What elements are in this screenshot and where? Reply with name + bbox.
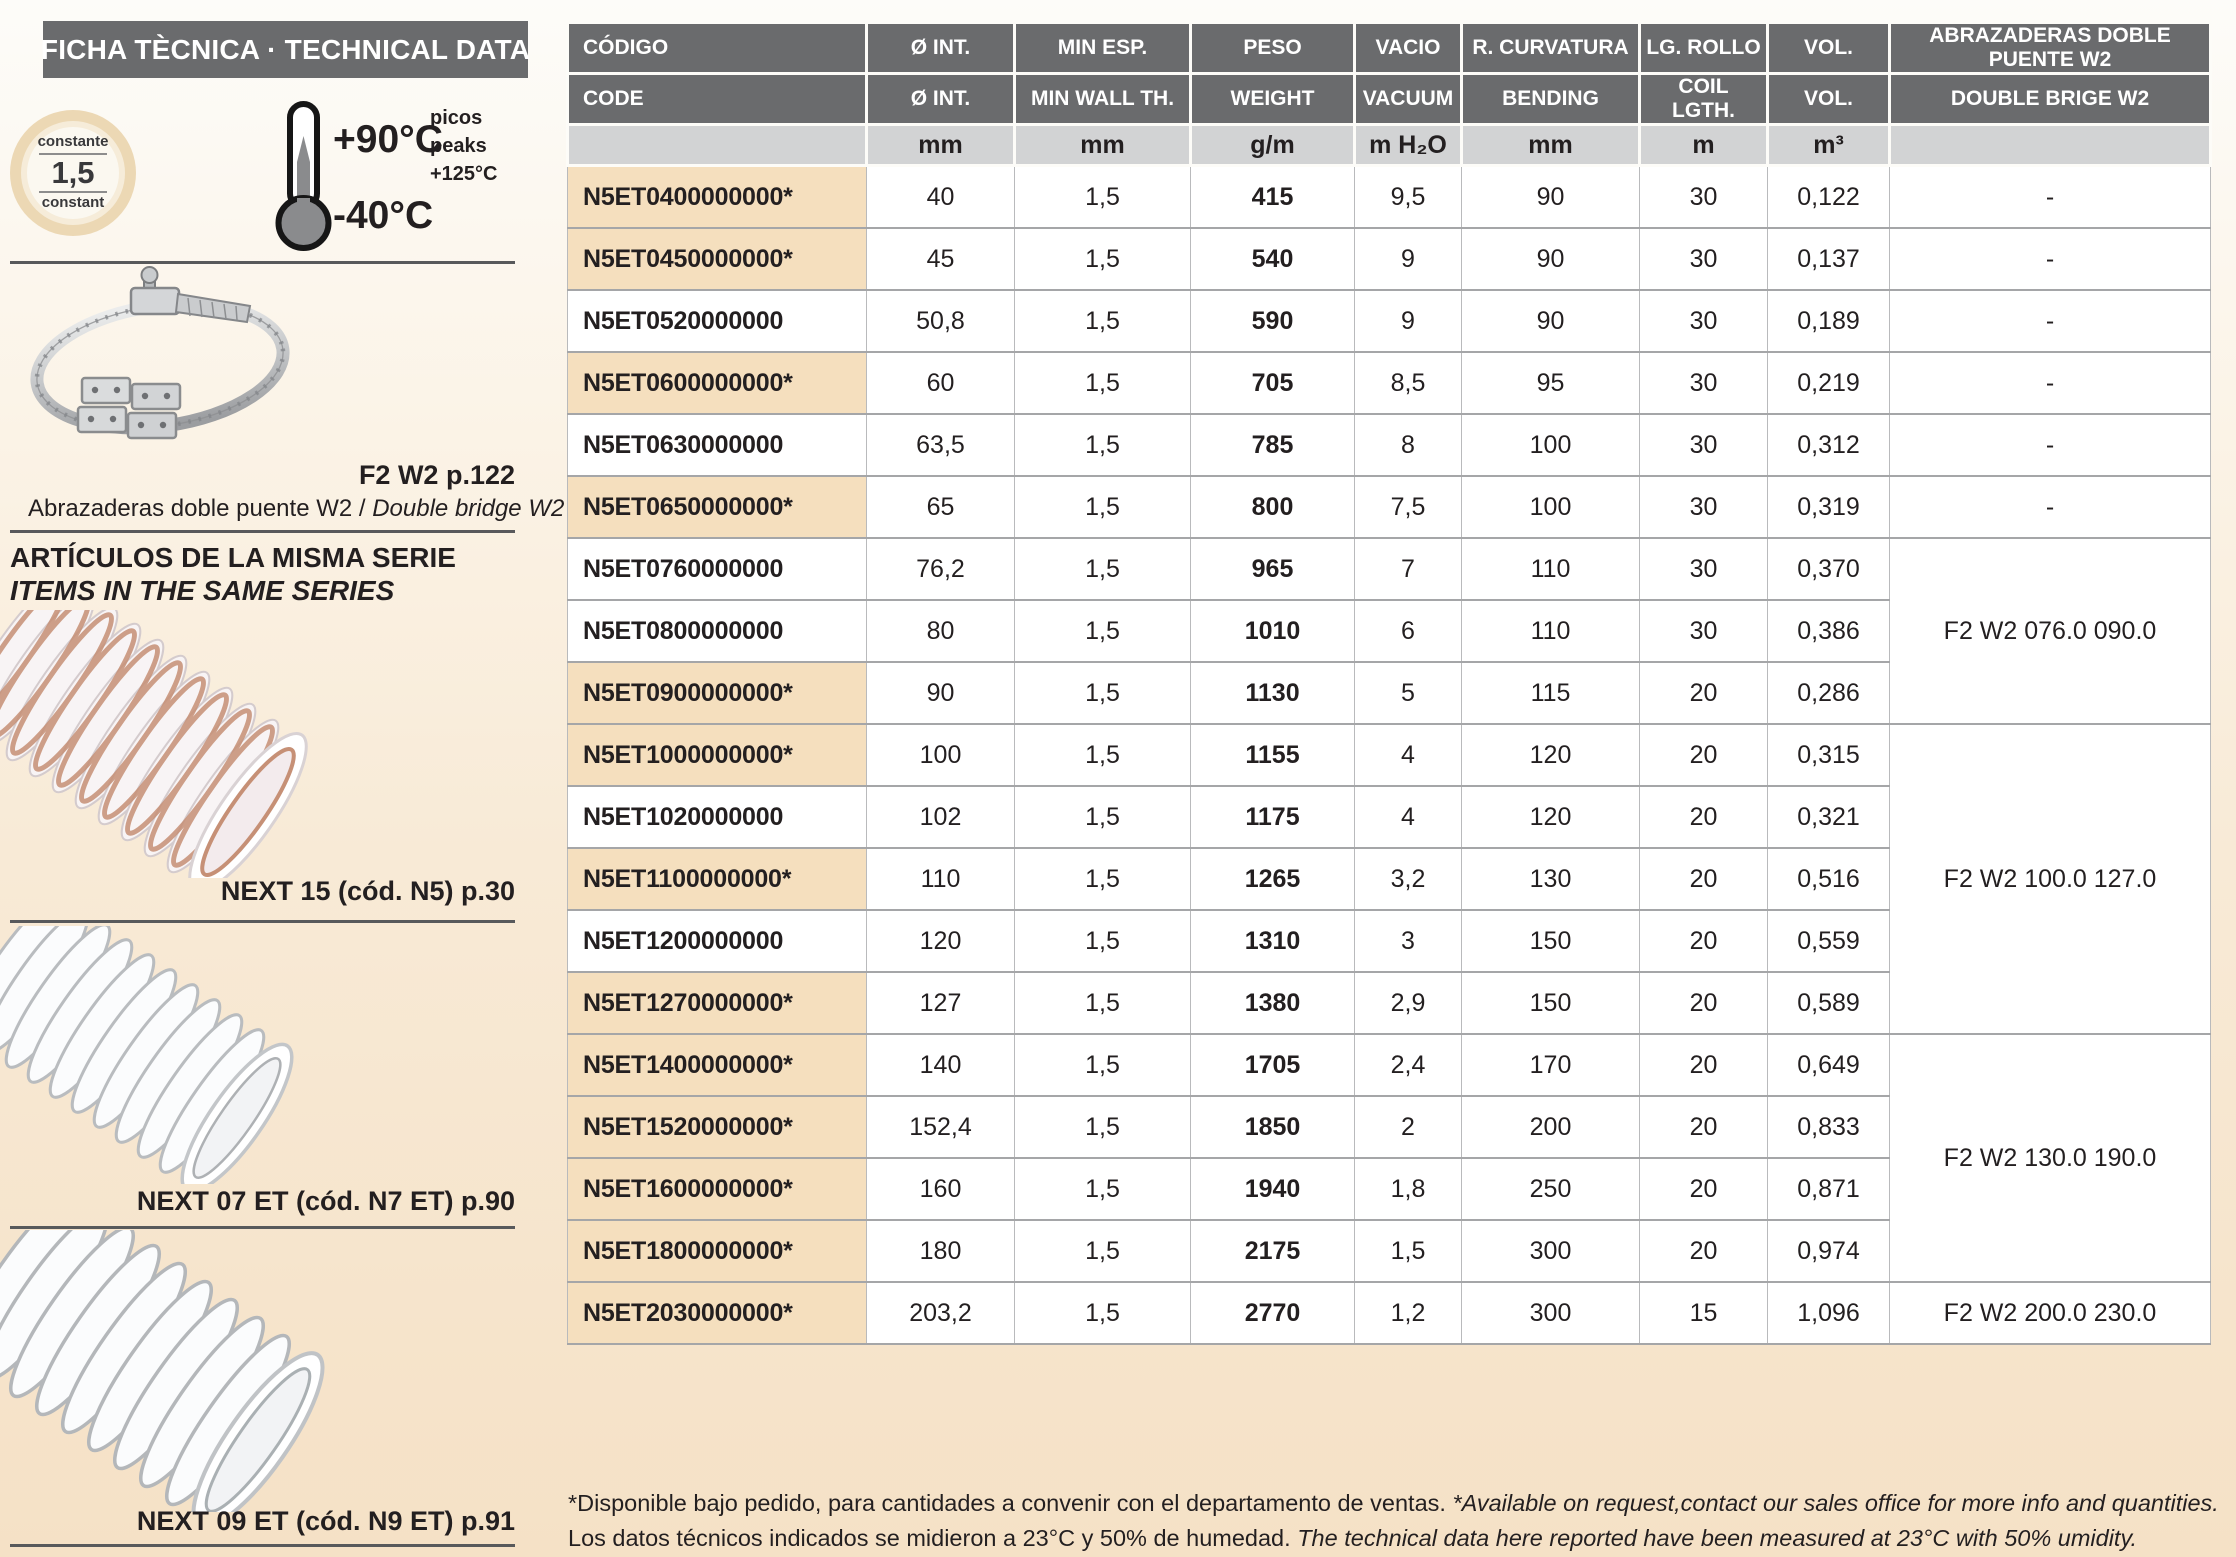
- code-cell: N5ET1400000000*: [568, 1034, 867, 1096]
- value-cell: 415: [1191, 166, 1355, 229]
- column-header: VOL.: [1768, 23, 1890, 74]
- code-cell: N5ET0520000000: [568, 290, 867, 352]
- value-cell: 705: [1191, 352, 1355, 414]
- peaks-line-en: peaks: [430, 135, 487, 157]
- clamp-reference-cell: -: [1890, 476, 2211, 538]
- value-cell: 40: [867, 166, 1015, 229]
- value-cell: 1,096: [1768, 1282, 1890, 1344]
- table-row: [568, 352, 2211, 414]
- value-cell: 1,5: [1015, 1220, 1191, 1282]
- value-cell: 1,5: [1015, 848, 1191, 910]
- peaks-value: +125°C: [430, 163, 498, 185]
- value-cell: 785: [1191, 414, 1355, 476]
- column-header: MIN WALL TH.: [1015, 74, 1191, 125]
- code-cell: N5ET1100000000*: [568, 848, 867, 910]
- value-cell: 0,589: [1768, 972, 1890, 1034]
- value-cell: 0,833: [1768, 1096, 1890, 1158]
- code-cell: N5ET0800000000: [568, 600, 867, 662]
- value-cell: 1,5: [1015, 910, 1191, 972]
- value-cell: 8: [1355, 414, 1462, 476]
- value-cell: 1850: [1191, 1096, 1355, 1158]
- value-cell: 1155: [1191, 724, 1355, 786]
- value-cell: 590: [1191, 290, 1355, 352]
- hose-image-next-15: [0, 610, 346, 878]
- page-title: FICHA TÈCNICA · TECHNICAL DATA: [43, 21, 528, 78]
- clamp-caption-en: Double bridge W2: [372, 495, 565, 522]
- value-cell: 20: [1640, 1096, 1768, 1158]
- temp-peaks-label: [430, 104, 498, 188]
- value-cell: 6: [1355, 600, 1462, 662]
- value-cell: 1,5: [1015, 166, 1191, 229]
- badge-label-en: constant: [41, 194, 105, 212]
- value-cell: 20: [1640, 972, 1768, 1034]
- value-cell: 110: [1462, 600, 1640, 662]
- code-cell: N5ET1200000000: [568, 910, 867, 972]
- series-section-title: [10, 541, 456, 607]
- footnote: [568, 1486, 2233, 1557]
- code-cell: N5ET1520000000*: [568, 1096, 867, 1158]
- value-cell: 9: [1355, 290, 1462, 352]
- value-cell: 9,5: [1355, 166, 1462, 229]
- table-row: [568, 166, 2211, 229]
- divider: [10, 1226, 515, 1229]
- value-cell: 1,5: [1015, 724, 1191, 786]
- clamp-reference-cell: -: [1890, 414, 2211, 476]
- value-cell: 1,5: [1015, 1034, 1191, 1096]
- column-header: Ø INT.: [867, 74, 1015, 125]
- hose-image-next-07-et: [0, 926, 336, 1184]
- clamp-reference-cell: F2 W2 100.0 127.0: [1890, 724, 2211, 1034]
- value-cell: 76,2: [867, 538, 1015, 600]
- table-row: [568, 1034, 2211, 1096]
- table-row: [568, 538, 2211, 600]
- series-title-es: ARTÍCULOS DE LA MISMA SERIE: [10, 542, 456, 573]
- value-cell: 300: [1462, 1282, 1640, 1344]
- column-unit: mm: [1462, 125, 1640, 166]
- series-item-next-09-et: NEXT 09 ET (cód. N9 ET) p.91: [136, 1506, 515, 1536]
- value-cell: 2175: [1191, 1220, 1355, 1282]
- hose-image-next-09-et: [0, 1230, 406, 1512]
- value-cell: 1,2: [1355, 1282, 1462, 1344]
- value-cell: 30: [1640, 166, 1768, 229]
- code-cell: N5ET1800000000*: [568, 1220, 867, 1282]
- value-cell: 0,137: [1768, 228, 1890, 290]
- value-cell: 250: [1462, 1158, 1640, 1220]
- value-cell: 20: [1640, 724, 1768, 786]
- clamp-page-reference: F2 W2 p.122: [358, 460, 515, 490]
- value-cell: 80: [867, 600, 1015, 662]
- footnote-line-2: [568, 1521, 2233, 1556]
- value-cell: 2770: [1191, 1282, 1355, 1344]
- value-cell: 20: [1640, 1158, 1768, 1220]
- column-unit: m³: [1768, 125, 1890, 166]
- value-cell: 0,315: [1768, 724, 1890, 786]
- divider: [10, 1544, 515, 1547]
- value-cell: 130: [1462, 848, 1640, 910]
- badge-divider: [39, 191, 107, 193]
- column-header: COIL LGTH.: [1640, 74, 1768, 125]
- value-cell: 110: [1462, 538, 1640, 600]
- footnote-line1-es: *Disponible bajo pedido, para cantidades a convenir con el departamento de ventas.: [568, 1490, 1453, 1516]
- value-cell: 30: [1640, 600, 1768, 662]
- column-header: LG. ROLLO: [1640, 23, 1768, 74]
- footnote-line1-en: *Available on request,contact our sales office for more info and quantities.: [1452, 1490, 2219, 1516]
- value-cell: 120: [867, 910, 1015, 972]
- value-cell: 5: [1355, 662, 1462, 724]
- value-cell: 152,4: [867, 1096, 1015, 1158]
- value-cell: 50,8: [867, 290, 1015, 352]
- value-cell: 1310: [1191, 910, 1355, 972]
- value-cell: 20: [1640, 786, 1768, 848]
- footnote-line2-es: Los datos técnicos indicados se midieron a 23°C y 50% de humedad.: [568, 1525, 1298, 1552]
- column-header: VACUUM: [1355, 74, 1462, 125]
- column-unit: mm: [1015, 125, 1191, 166]
- value-cell: 1,8: [1355, 1158, 1462, 1220]
- value-cell: 7: [1355, 538, 1462, 600]
- value-cell: 1705: [1191, 1034, 1355, 1096]
- badge-label-es: constante: [37, 133, 109, 151]
- constant-value-badge: [10, 110, 136, 236]
- value-cell: 1175: [1191, 786, 1355, 848]
- code-cell: N5ET0650000000*: [568, 476, 867, 538]
- value-cell: 0,319: [1768, 476, 1890, 538]
- badge-ring: [21, 121, 125, 225]
- table-row: [568, 290, 2211, 352]
- value-cell: 1130: [1191, 662, 1355, 724]
- value-cell: 1,5: [1015, 1282, 1191, 1344]
- value-cell: 0,370: [1768, 538, 1890, 600]
- value-cell: 0,219: [1768, 352, 1890, 414]
- column-unit: m H₂O: [1355, 125, 1462, 166]
- clamp-reference-cell: F2 W2 200.0 230.0: [1890, 1282, 2211, 1344]
- column-unit: m: [1640, 125, 1768, 166]
- value-cell: 30: [1640, 352, 1768, 414]
- footnote-line-1: [568, 1486, 2233, 1521]
- value-cell: 120: [1462, 786, 1640, 848]
- column-header: MIN ESP.: [1015, 23, 1191, 74]
- column-unit: [1890, 125, 2211, 166]
- value-cell: 0,649: [1768, 1034, 1890, 1096]
- value-cell: 1,5: [1015, 600, 1191, 662]
- peaks-line-es: picos: [430, 107, 483, 129]
- value-cell: 1,5: [1015, 414, 1191, 476]
- value-cell: 160: [867, 1158, 1015, 1220]
- value-cell: 0,321: [1768, 786, 1890, 848]
- table-row: [568, 414, 2211, 476]
- value-cell: 1,5: [1015, 538, 1191, 600]
- value-cell: 0,386: [1768, 600, 1890, 662]
- temp-max-label: +90°C: [333, 118, 443, 161]
- value-cell: 30: [1640, 290, 1768, 352]
- table-row: [568, 476, 2211, 538]
- column-header: VOL.: [1768, 74, 1890, 125]
- value-cell: 150: [1462, 972, 1640, 1034]
- code-cell: N5ET0450000000*: [568, 228, 867, 290]
- value-cell: 30: [1640, 414, 1768, 476]
- value-cell: 150: [1462, 910, 1640, 972]
- value-cell: 20: [1640, 910, 1768, 972]
- code-cell: N5ET1600000000*: [568, 1158, 867, 1220]
- column-header: ABRAZADERAS DOBLE PUENTE W2: [1890, 23, 2211, 74]
- value-cell: 0,312: [1768, 414, 1890, 476]
- value-cell: 3,2: [1355, 848, 1462, 910]
- table-row: [568, 1282, 2211, 1344]
- column-unit: [568, 125, 867, 166]
- technical-data-table: [566, 21, 2212, 1345]
- value-cell: 0,559: [1768, 910, 1890, 972]
- clamp-reference-cell: -: [1890, 352, 2211, 414]
- value-cell: 110: [867, 848, 1015, 910]
- value-cell: 30: [1640, 476, 1768, 538]
- value-cell: 30: [1640, 228, 1768, 290]
- value-cell: 65: [867, 476, 1015, 538]
- value-cell: 100: [1462, 476, 1640, 538]
- value-cell: 0,189: [1768, 290, 1890, 352]
- value-cell: 203,2: [867, 1282, 1015, 1344]
- value-cell: 90: [1462, 166, 1640, 229]
- value-cell: 800: [1191, 476, 1355, 538]
- value-cell: 100: [1462, 414, 1640, 476]
- value-cell: 170: [1462, 1034, 1640, 1096]
- value-cell: 1,5: [1015, 1158, 1191, 1220]
- column-header: VACIO: [1355, 23, 1462, 74]
- value-cell: 90: [1462, 290, 1640, 352]
- value-cell: 7,5: [1355, 476, 1462, 538]
- clamp-caption-es: Abrazaderas doble puente W2 /: [28, 495, 373, 522]
- value-cell: 127: [867, 972, 1015, 1034]
- value-cell: 45: [867, 228, 1015, 290]
- clamp-reference-cell: -: [1890, 228, 2211, 290]
- value-cell: 1,5: [1015, 662, 1191, 724]
- series-title-en: ITEMS IN THE SAME SERIES: [10, 575, 395, 607]
- value-cell: 300: [1462, 1220, 1640, 1282]
- value-cell: 20: [1640, 848, 1768, 910]
- code-cell: N5ET0760000000: [568, 538, 867, 600]
- value-cell: 3: [1355, 910, 1462, 972]
- code-cell: N5ET0600000000*: [568, 352, 867, 414]
- clamp-reference-cell: -: [1890, 290, 2211, 352]
- column-header: Ø INT.: [867, 23, 1015, 74]
- unit-row: [568, 125, 2211, 166]
- value-cell: 1,5: [1015, 228, 1191, 290]
- value-cell: 1,5: [1015, 352, 1191, 414]
- header-row-es: [568, 23, 2211, 74]
- value-cell: 1265: [1191, 848, 1355, 910]
- code-cell: N5ET0400000000*: [568, 166, 867, 229]
- code-cell: N5ET1270000000*: [568, 972, 867, 1034]
- value-cell: 1,5: [1015, 290, 1191, 352]
- value-cell: 115: [1462, 662, 1640, 724]
- divider: [10, 920, 515, 923]
- column-unit: g/m: [1191, 125, 1355, 166]
- clamp-caption: [28, 495, 565, 523]
- code-cell: N5ET2030000000*: [568, 1282, 867, 1344]
- value-cell: 120: [1462, 724, 1640, 786]
- code-cell: N5ET0630000000: [568, 414, 867, 476]
- value-cell: 20: [1640, 1034, 1768, 1096]
- value-cell: 1,5: [1015, 972, 1191, 1034]
- value-cell: 102: [867, 786, 1015, 848]
- value-cell: 1010: [1191, 600, 1355, 662]
- column-header: DOUBLE BRIGE W2: [1890, 74, 2211, 125]
- value-cell: 965: [1191, 538, 1355, 600]
- value-cell: 0,516: [1768, 848, 1890, 910]
- value-cell: 1,5: [1015, 786, 1191, 848]
- column-header: BENDING: [1462, 74, 1640, 125]
- value-cell: 2,4: [1355, 1034, 1462, 1096]
- value-cell: 180: [867, 1220, 1015, 1282]
- value-cell: 95: [1462, 352, 1640, 414]
- value-cell: 60: [867, 352, 1015, 414]
- value-cell: 0,871: [1768, 1158, 1890, 1220]
- value-cell: 8,5: [1355, 352, 1462, 414]
- footnote-line2-en: The technical data here reported have been measured at 23°C with 50% umidity.: [1297, 1525, 2137, 1552]
- value-cell: 2,9: [1355, 972, 1462, 1034]
- divider: [10, 530, 515, 533]
- badge-value: 1,5: [51, 154, 95, 190]
- value-cell: 90: [1462, 228, 1640, 290]
- value-cell: 63,5: [867, 414, 1015, 476]
- column-unit: mm: [867, 125, 1015, 166]
- clamp-reference-cell: F2 W2 130.0 190.0: [1890, 1034, 2211, 1282]
- value-cell: 20: [1640, 1220, 1768, 1282]
- value-cell: 0,286: [1768, 662, 1890, 724]
- column-header: PESO: [1191, 23, 1355, 74]
- value-cell: 1,5: [1355, 1220, 1462, 1282]
- value-cell: 200: [1462, 1096, 1640, 1158]
- divider: [10, 261, 515, 264]
- column-header: CODE: [568, 74, 867, 125]
- column-header: R. CURVATURA: [1462, 23, 1640, 74]
- table-row: [568, 724, 2211, 786]
- value-cell: 100: [867, 724, 1015, 786]
- header-row-en: [568, 74, 2211, 125]
- value-cell: 1940: [1191, 1158, 1355, 1220]
- column-header: CÓDIGO: [568, 23, 867, 74]
- value-cell: 2: [1355, 1096, 1462, 1158]
- temp-min-label: -40°C: [333, 194, 434, 237]
- column-header: WEIGHT: [1191, 74, 1355, 125]
- value-cell: 4: [1355, 724, 1462, 786]
- badge-content: [27, 127, 119, 219]
- value-cell: 1380: [1191, 972, 1355, 1034]
- value-cell: 1,5: [1015, 476, 1191, 538]
- value-cell: 20: [1640, 662, 1768, 724]
- value-cell: 0,122: [1768, 166, 1890, 229]
- value-cell: 4: [1355, 786, 1462, 848]
- series-item-next-07-et: NEXT 07 ET (cód. N7 ET) p.90: [136, 1186, 515, 1216]
- code-cell: N5ET1000000000*: [568, 724, 867, 786]
- clamp-reference-cell: F2 W2 076.0 090.0: [1890, 538, 2211, 724]
- value-cell: 1,5: [1015, 1096, 1191, 1158]
- code-cell: N5ET1020000000: [568, 786, 867, 848]
- value-cell: 90: [867, 662, 1015, 724]
- value-cell: 0,974: [1768, 1220, 1890, 1282]
- value-cell: 140: [867, 1034, 1015, 1096]
- value-cell: 9: [1355, 228, 1462, 290]
- code-cell: N5ET0900000000*: [568, 662, 867, 724]
- value-cell: 540: [1191, 228, 1355, 290]
- series-item-next-15: NEXT 15 (cód. N5) p.30: [220, 876, 515, 906]
- table-row: [568, 228, 2211, 290]
- value-cell: 30: [1640, 538, 1768, 600]
- value-cell: 15: [1640, 1282, 1768, 1344]
- clamp-reference-cell: -: [1890, 166, 2211, 229]
- hose-clamp-image: [18, 266, 308, 466]
